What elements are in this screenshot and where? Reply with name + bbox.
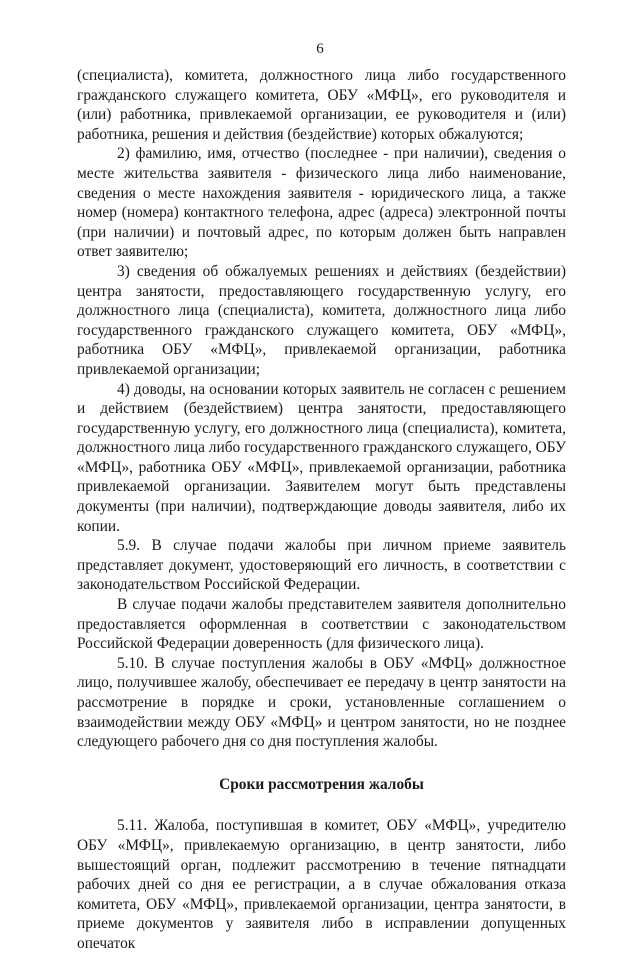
paragraph: В случае подачи жалобы представителем заявителя дополнительно предоставляется оформленная в соответствии с законодательством Российской Федерации доверенность (для физического лица). — [77, 596, 566, 653]
paragraph: 4) доводы, на основании которых заявитель не согласен с решением и действием (бездействием) центра занятости, предоставляющего государственную услугу, его должностного лица (специалиста), комитета, должностного лица либо государственного гражданского служащего, ОБУ «МФЦ», работника ОБУ «МФЦ», привлекаемой организации, работника привлекаемой организации. Заявителем могут быть представлены документы (при наличии), подтверждающие доводы заявителя, либо их копии. — [77, 380, 566, 535]
paragraph: 5.9. В случае подачи жалобы при личном приеме заявитель представляет документ, удостоверяющий его личность, в соответствии с законодательством Российской Федерации. — [77, 537, 566, 594]
paragraph: (специалиста), комитета, должностного лица либо государственного гражданского служащего комитета, ОБУ «МФЦ», его руководителя и (или) работника, привлекаемой организации, ее руководителя и (или) работника, решения и действия (бездействие) которых обжалуются; — [77, 67, 566, 143]
document-body — [77, 66, 566, 954]
page-number: 6 — [316, 41, 324, 57]
paragraph: 3) сведения об обжалуемых решениях и действиях (бездействии) центра занятости, предоставляющего государственную услугу, его должностного лица (специалиста), комитета, должностного лица либо государственного гражданского служащего комитета, ОБУ «МФЦ», работника ОБУ «МФЦ», привлекаемой организации, работника привлекаемой организации; — [77, 262, 566, 378]
paragraph: 5.10. В случае поступления жалобы в ОБУ «МФЦ» должностное лицо, получившее жалобу, обеспечивает ее передачу в центр занятости на рассмотрение в порядке и сроки, установленные соглашением о взаимодействии между ОБУ «МФЦ» и центром занятости, но не позднее следующего рабочего дня со дня поступления жалобы. — [77, 654, 566, 751]
section-heading: Сроки рассмотрения жалобы — [219, 775, 424, 793]
paragraph: 5.11. Жалоба, поступившая в комитет, ОБУ «МФЦ», учредителю ОБУ «МФЦ», привлекаемую организацию, в центр занятости, либо вышестоящий орган, подлежит рассмотрению в течение пятнадцати рабочих дней со дня ее регистрации, а в случае обжалования отказа комитета, ОБУ «МФЦ», привлекаемой организации, центра занятости, в приеме документов у заявителя либо в исправлении допущенных опечаток — [77, 817, 566, 952]
paragraph: 2) фамилию, имя, отчество (последнее - при наличии), сведения о месте жительства заявителя - физического лица либо наименование, сведения о месте нахождения заявителя - юридического лица, а также номер (номера) контактного телефона, адрес (адреса) электронной почты (при наличии) и почтовый адрес, по которым должен быть направлен ответ заявителю; — [77, 145, 566, 261]
